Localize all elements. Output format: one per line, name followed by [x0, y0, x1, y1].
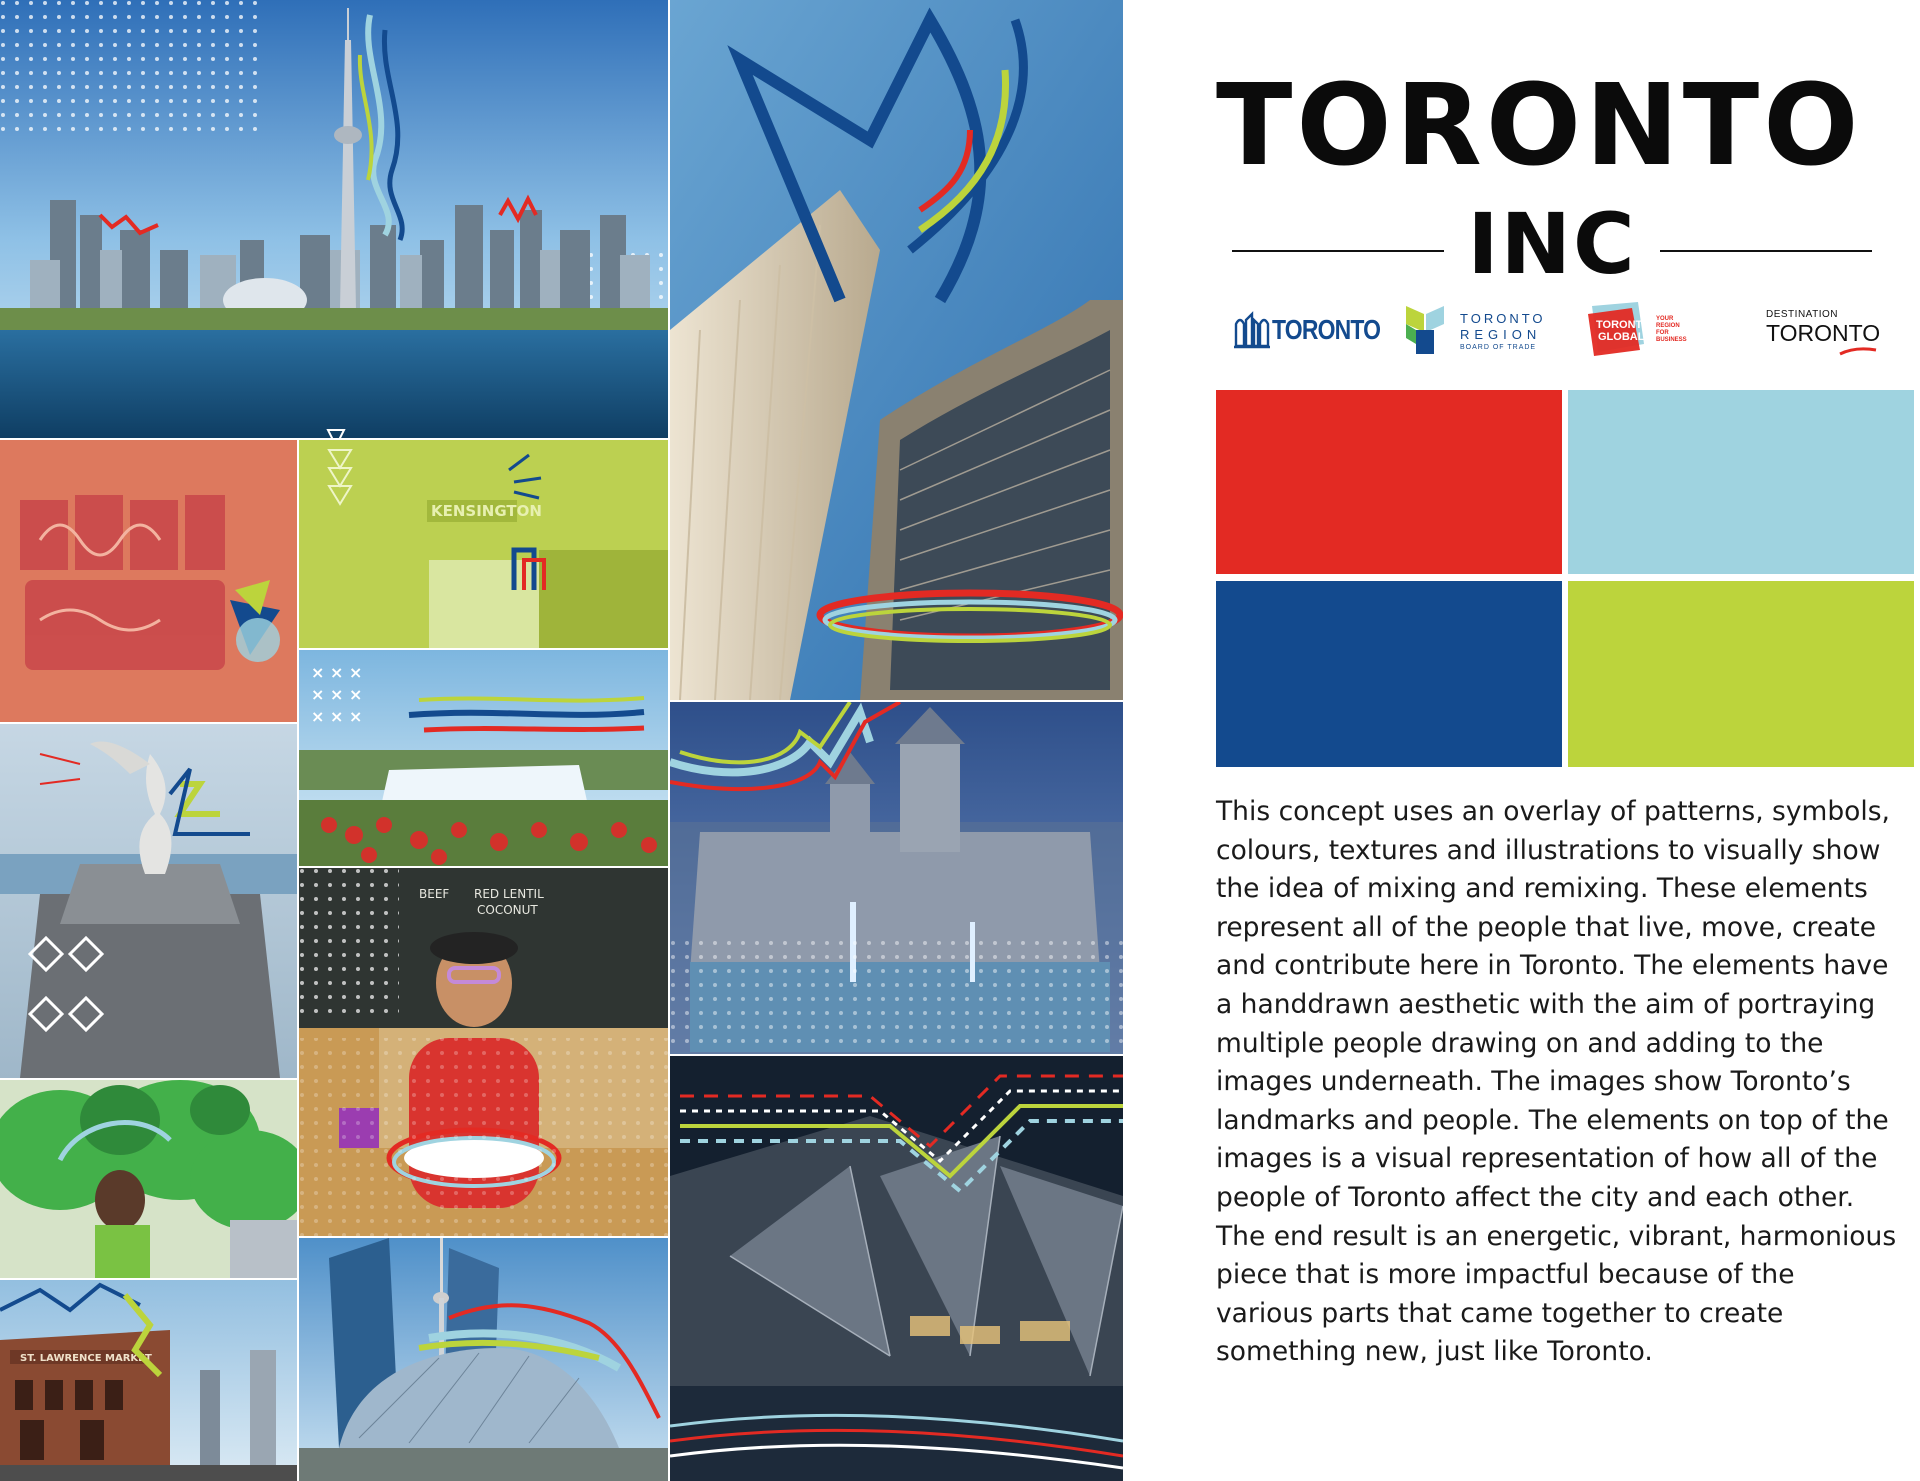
svg-text:RED LENTIL: RED LENTIL	[474, 887, 544, 901]
concept-description: This concept uses an overlay of patterns, symbols, colours, textures and illustrations to visually show the idea of mixing and remixing. These elements represent all of the people that live, move, create and contribute here in Toronto. The elements have a handdrawn aesthetic with the aim of portraying multiple people drawing on and adding to the images underneath. The images show Toronto’s landmarks and people. The elements on top of the images is a visual representation of how all of the people of Toronto affect the city and each other. The end result is an energetic, vibrant, harmonious piece that is more impactful because of the various parts that came together to create something new, just like Toronto.	[1216, 796, 1897, 1368]
toronto-global-logo	[1584, 300, 1734, 360]
destination-toronto-logo	[1732, 300, 1882, 360]
toronto-global-line2: GLOBAL	[1598, 331, 1645, 343]
st-lawrence-market-photo	[0, 1280, 297, 1481]
page-title: TORONTO	[1216, 61, 1863, 191]
subtitle-rule-right	[1660, 250, 1872, 252]
trbot-line2: REGION	[1460, 327, 1542, 342]
graffiti-photo	[0, 440, 297, 722]
swatch-red	[1216, 390, 1562, 574]
market-sign: ST. LAWRENCE MARKET	[20, 1353, 152, 1364]
svg-text:COCONUT: COCONUT	[477, 903, 538, 917]
city-hall-icon	[1232, 310, 1272, 350]
city-hall-photo	[670, 0, 1123, 700]
roy-thomson-hall-photo	[299, 1238, 668, 1481]
subtitle-rule-left	[1232, 250, 1444, 252]
casa-loma-photo	[670, 702, 1123, 1054]
svg-text:× × ×: × × ×	[311, 663, 363, 682]
kensington-sign: KENSINGTON	[431, 502, 542, 520]
subtitle-row	[1232, 195, 1872, 293]
toronto-global-line1: TORONTO	[1596, 319, 1651, 331]
toronto-global-tagline-3: FOR	[1656, 330, 1669, 336]
page-subtitle: INC	[1467, 195, 1637, 293]
toronto-global-tagline-4: BUSINESS	[1656, 337, 1687, 343]
toronto-global-tagline-2: REGION	[1656, 323, 1680, 329]
skyline-photo	[0, 0, 668, 438]
toronto-region-board-of-trade-logo	[1402, 300, 1552, 360]
destination-line1: DESTINATION	[1766, 309, 1838, 320]
chef-photo	[299, 868, 668, 1236]
trbot-mark-icon	[1402, 304, 1448, 356]
city-of-toronto-wordmark: TORONTO	[1272, 314, 1381, 345]
niagara-falls-photo	[299, 650, 668, 866]
svg-text:× × ×: × × ×	[311, 685, 363, 704]
royal-ontario-museum-photo	[670, 1056, 1123, 1481]
kensington-photo	[299, 440, 668, 648]
trbot-line3: BOARD OF TRADE	[1460, 344, 1537, 351]
svg-text:BEEF: BEEF	[419, 887, 450, 901]
angel-statue-photo	[0, 724, 297, 1078]
swatch-lime	[1568, 581, 1914, 767]
swatch-navy	[1216, 581, 1562, 767]
city-of-toronto-logo	[1232, 300, 1381, 360]
swatch-light-blue	[1568, 390, 1914, 574]
partner-logos	[1232, 300, 1892, 360]
svg-text:× × ×: × × ×	[311, 707, 363, 726]
toronto-global-tagline-1: YOUR	[1656, 316, 1674, 322]
destination-line2: TORONTO	[1766, 320, 1881, 346]
trbot-line1: TORONTO	[1460, 311, 1546, 326]
red-swoosh-icon	[1838, 346, 1878, 356]
carnival-photo	[0, 1080, 297, 1278]
